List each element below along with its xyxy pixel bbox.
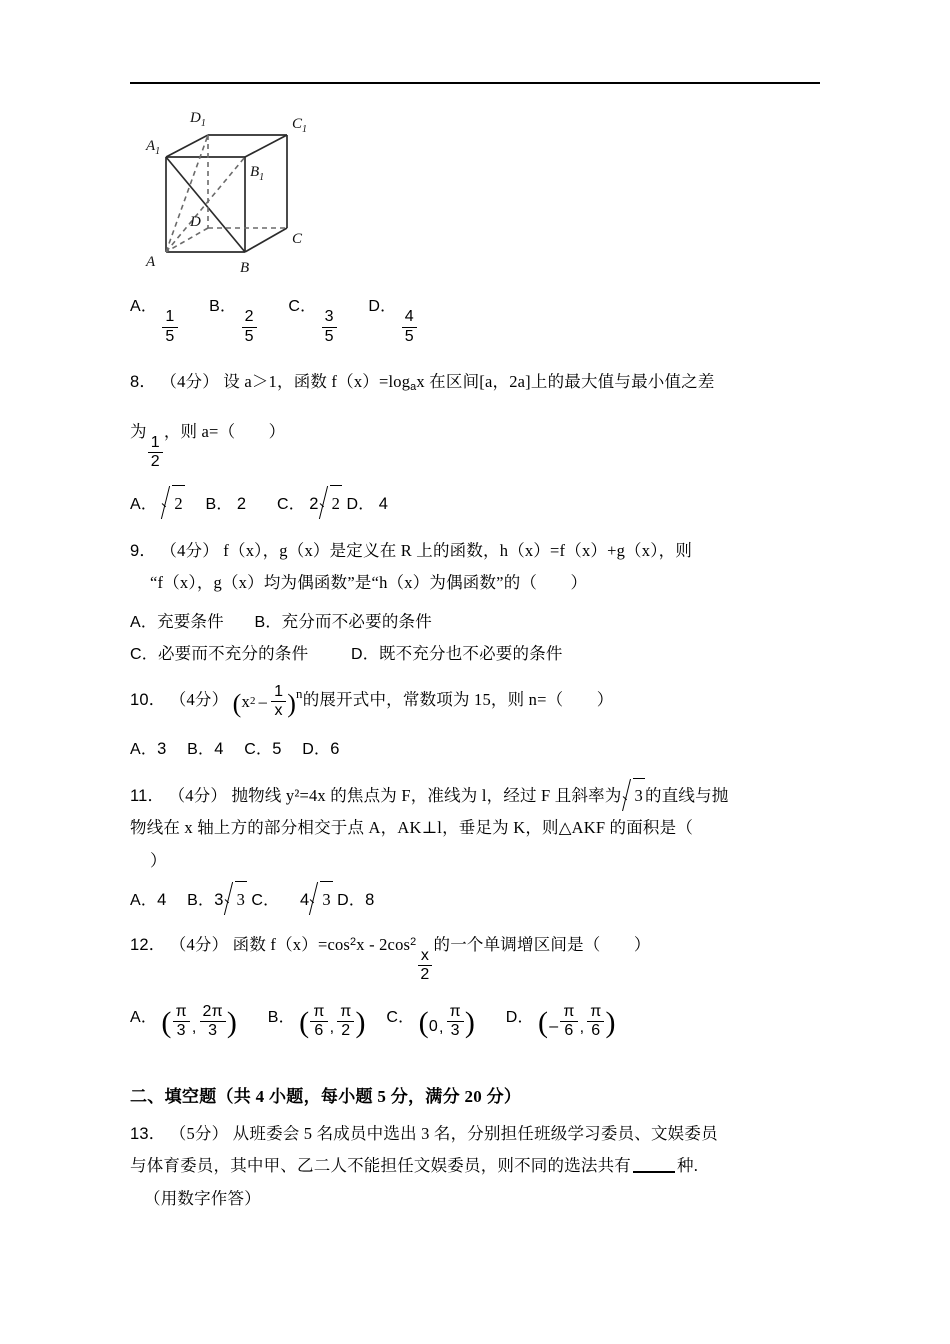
q8-number: 8．	[130, 372, 157, 391]
question-8	[130, 366, 830, 398]
q8-option-b-label: B．	[205, 496, 233, 514]
q13-line-3: （用数字作答）	[144, 1188, 261, 1208]
q10-option-b-label: B．	[187, 741, 215, 759]
q13-line-2b: 种.	[677, 1156, 699, 1176]
q8-options-row	[130, 485, 830, 521]
q10-expr-x: x	[241, 691, 250, 711]
label-A1: $A_1$	[146, 138, 161, 157]
q8-text-2-suffix: ，则 a=（ ）	[163, 421, 286, 441]
q7-option-d-fraction: $\frac{4}{5}$	[402, 309, 417, 346]
q7-option-b-label: B．	[209, 298, 237, 315]
q10-expr-minus: –	[258, 691, 268, 711]
q12-option-d-label: D．	[505, 1009, 534, 1027]
q11-line-3: ）	[150, 850, 167, 870]
q9-score: （4分）	[160, 541, 219, 561]
q10-text: 的展开式中，常数项为 15，则 n=（ ）	[302, 689, 614, 709]
q9-option-d-label: D．	[350, 645, 379, 663]
q12-option-c-interval: ( 0 , $\frac{\pi}{3}$ )	[418, 1002, 476, 1040]
q10-binomial-expression: ( x 2 – $\frac{1}{x}$ )	[232, 682, 297, 720]
label-A: A	[146, 254, 156, 270]
q10-option-a-label: A．	[130, 741, 158, 759]
q8-option-d-label: D．	[346, 496, 375, 514]
q12-fraction-x-over-2: $\frac{x}{2}$	[417, 948, 432, 985]
q7-option-b-fraction: $\frac{2}{5}$	[242, 309, 257, 346]
question-13	[130, 1118, 830, 1150]
q12-text-c: 的一个单调增区间是（ ）	[433, 934, 651, 954]
question-11-line3	[150, 845, 830, 877]
q7-option-c-label: C．	[288, 298, 317, 315]
header-divider	[130, 82, 820, 84]
q9-option-d-text: 既不充分也不必要的条件	[378, 643, 563, 663]
q8-option-c-coef: 2	[309, 495, 319, 514]
q11-option-a-label: A．	[130, 891, 158, 909]
q7-option-a-label: A．	[130, 298, 158, 315]
q7-option-a-fraction: $\frac{1}{5}$	[162, 309, 177, 346]
cube-diagram	[140, 100, 360, 285]
label-B: B	[240, 260, 250, 276]
q8-option-d-value: 4	[378, 495, 389, 514]
question-10	[130, 682, 830, 720]
question-13-line3	[144, 1183, 830, 1215]
q10-options-row	[130, 732, 830, 766]
q11-options-row	[130, 881, 830, 917]
question-8-line2	[130, 416, 830, 472]
q9-option-b-text: 充分而不必要的条件	[281, 611, 432, 631]
question-9	[130, 535, 830, 567]
q13-answer-blank[interactable]	[633, 1171, 675, 1173]
page-content	[130, 100, 830, 1215]
q11-option-b-radical: 3	[224, 881, 247, 916]
q11-option-b-label: B．	[187, 891, 215, 909]
q9-option-a-label: A．	[130, 613, 158, 631]
q8-option-c-label: C．	[276, 496, 305, 514]
q11-number: 11．	[130, 787, 165, 806]
q12-sup-2b: 2	[410, 935, 417, 948]
q9-number: 9．	[130, 542, 157, 561]
q11-option-c-label: C．	[251, 891, 280, 909]
q8-option-a-label: A．	[130, 496, 158, 514]
q9-options-row-1	[130, 606, 830, 638]
q12-sup-2a: 2	[350, 935, 357, 948]
q8-text-1-cont: x 在区间[a，2a]上的最大值与最小值之差	[416, 371, 715, 391]
q10-option-b-value: 4	[214, 740, 224, 759]
q10-option-d-value: 6	[330, 740, 340, 759]
q11-line-2: 物线在 x 轴上方的部分相交于点 A，AK⊥l，垂足为 K，则△AKF 的面积是（	[130, 818, 694, 838]
q11-option-a-value: 4	[157, 890, 167, 909]
q8-text-2-prefix: 为	[130, 421, 147, 441]
q12-number: 12．	[130, 935, 166, 954]
label-D1: $D_1$	[190, 110, 206, 129]
q12-option-b-interval: ( $\frac{\pi}{6}$ , $\frac{\pi}{2}$ )	[299, 1002, 366, 1040]
label-B1: $B_1$	[250, 164, 265, 183]
q8-option-a-radical: 2	[161, 485, 184, 520]
q11-option-d-label: D．	[337, 891, 366, 909]
q11-option-c-coef: 4	[300, 890, 310, 909]
q11-option-b-coef: 3	[214, 890, 224, 909]
q7-options-row	[130, 289, 830, 346]
q9-line-2: “f（x），g（x）均为偶函数”是“h（x）为偶函数”的（ ）	[150, 573, 588, 593]
q8-fraction-half: $\frac{1}{2}$	[148, 435, 163, 472]
q13-line-2a: 与体育委员，其中甲、乙二人不能担任文娱委员，则不同的选法共有	[130, 1156, 631, 1176]
q9-option-b-label: B．	[254, 613, 282, 631]
q12-text-b: x - 2cos	[356, 934, 411, 954]
label-C1: $C_1$	[292, 116, 308, 135]
q8-option-c-radical: 2	[319, 485, 342, 520]
q9-option-a-text: 充要条件	[157, 611, 224, 631]
q8-text-1: 设 a＞1，函数 f（x）=log	[223, 371, 411, 391]
q11-option-d-value: 8	[365, 890, 375, 909]
q10-option-a-value: 3	[157, 740, 167, 759]
q7-option-d-label: D．	[368, 298, 397, 315]
question-11-line2	[130, 812, 830, 844]
q10-option-c-label: C．	[244, 741, 273, 759]
q9-line-1: f（x），g（x）是定义在 R 上的函数，h（x）=f（x）+g（x），则	[223, 541, 693, 561]
q13-number: 13．	[130, 1125, 166, 1144]
q12-options-row	[130, 1000, 830, 1040]
q8-score: （4分）	[160, 371, 219, 391]
question-11	[130, 778, 830, 812]
q10-expr-fraction: $\frac{1}{x}$	[271, 684, 286, 721]
q11-radical-sqrt3: 3	[622, 778, 645, 812]
q12-option-a-label: A．	[130, 1009, 158, 1027]
q10-score: （4分）	[169, 689, 229, 709]
q11-option-c-radical: 3	[309, 881, 332, 916]
q13-line-1: 从班委会 5 名成员中选出 3 名，分别担任班级学习委员、文娱委员	[232, 1124, 718, 1144]
cube-svg	[140, 100, 360, 280]
q12-option-b-label: B．	[267, 1009, 295, 1027]
q10-expr-x-exponent: 2	[249, 695, 256, 708]
q11-line-1a: 抛物线 y²=4x 的焦点为 F，准线为 l，经过 F 且斜率为	[231, 786, 622, 806]
q12-option-a-interval: ( $\frac{\pi}{3}$ , $\frac{2\pi}{3}$ )	[161, 1002, 238, 1040]
q10-number: 10．	[130, 690, 166, 709]
q12-score: （4分）	[169, 934, 229, 954]
q12-option-d-interval: ( – $\frac{\pi}{6}$ , $\frac{\pi}{6}$ )	[538, 1002, 616, 1040]
question-9-line2	[150, 567, 830, 599]
section-2-heading: 二、填空题（共 4 小题，每小题 5 分，满分 20 分）	[130, 1087, 522, 1107]
q13-score: （5分）	[169, 1124, 229, 1144]
q7-option-c-fraction: $\frac{3}{5}$	[322, 309, 337, 346]
q12-text-a: 函数 f（x）=cos	[232, 934, 351, 954]
label-C: C	[292, 231, 303, 247]
q9-option-c-label: C．	[130, 645, 158, 663]
label-D: D	[190, 214, 201, 230]
question-13-line2	[130, 1150, 830, 1182]
q12-option-c-label: C．	[386, 1009, 415, 1027]
q8-log-base: a	[410, 380, 417, 393]
q10-expr-exponent-n: n	[296, 686, 303, 701]
question-12	[130, 929, 830, 985]
q11-line-1b: 的直线与抛	[645, 786, 729, 806]
q10-option-c-value: 5	[272, 740, 282, 759]
q10-option-d-label: D．	[302, 741, 331, 759]
q9-option-c-text: 必要而不充分的条件	[157, 643, 309, 663]
q8-option-b-value: 2	[236, 495, 247, 514]
q11-score: （4分）	[168, 786, 228, 806]
q9-options-row-2	[130, 638, 830, 670]
